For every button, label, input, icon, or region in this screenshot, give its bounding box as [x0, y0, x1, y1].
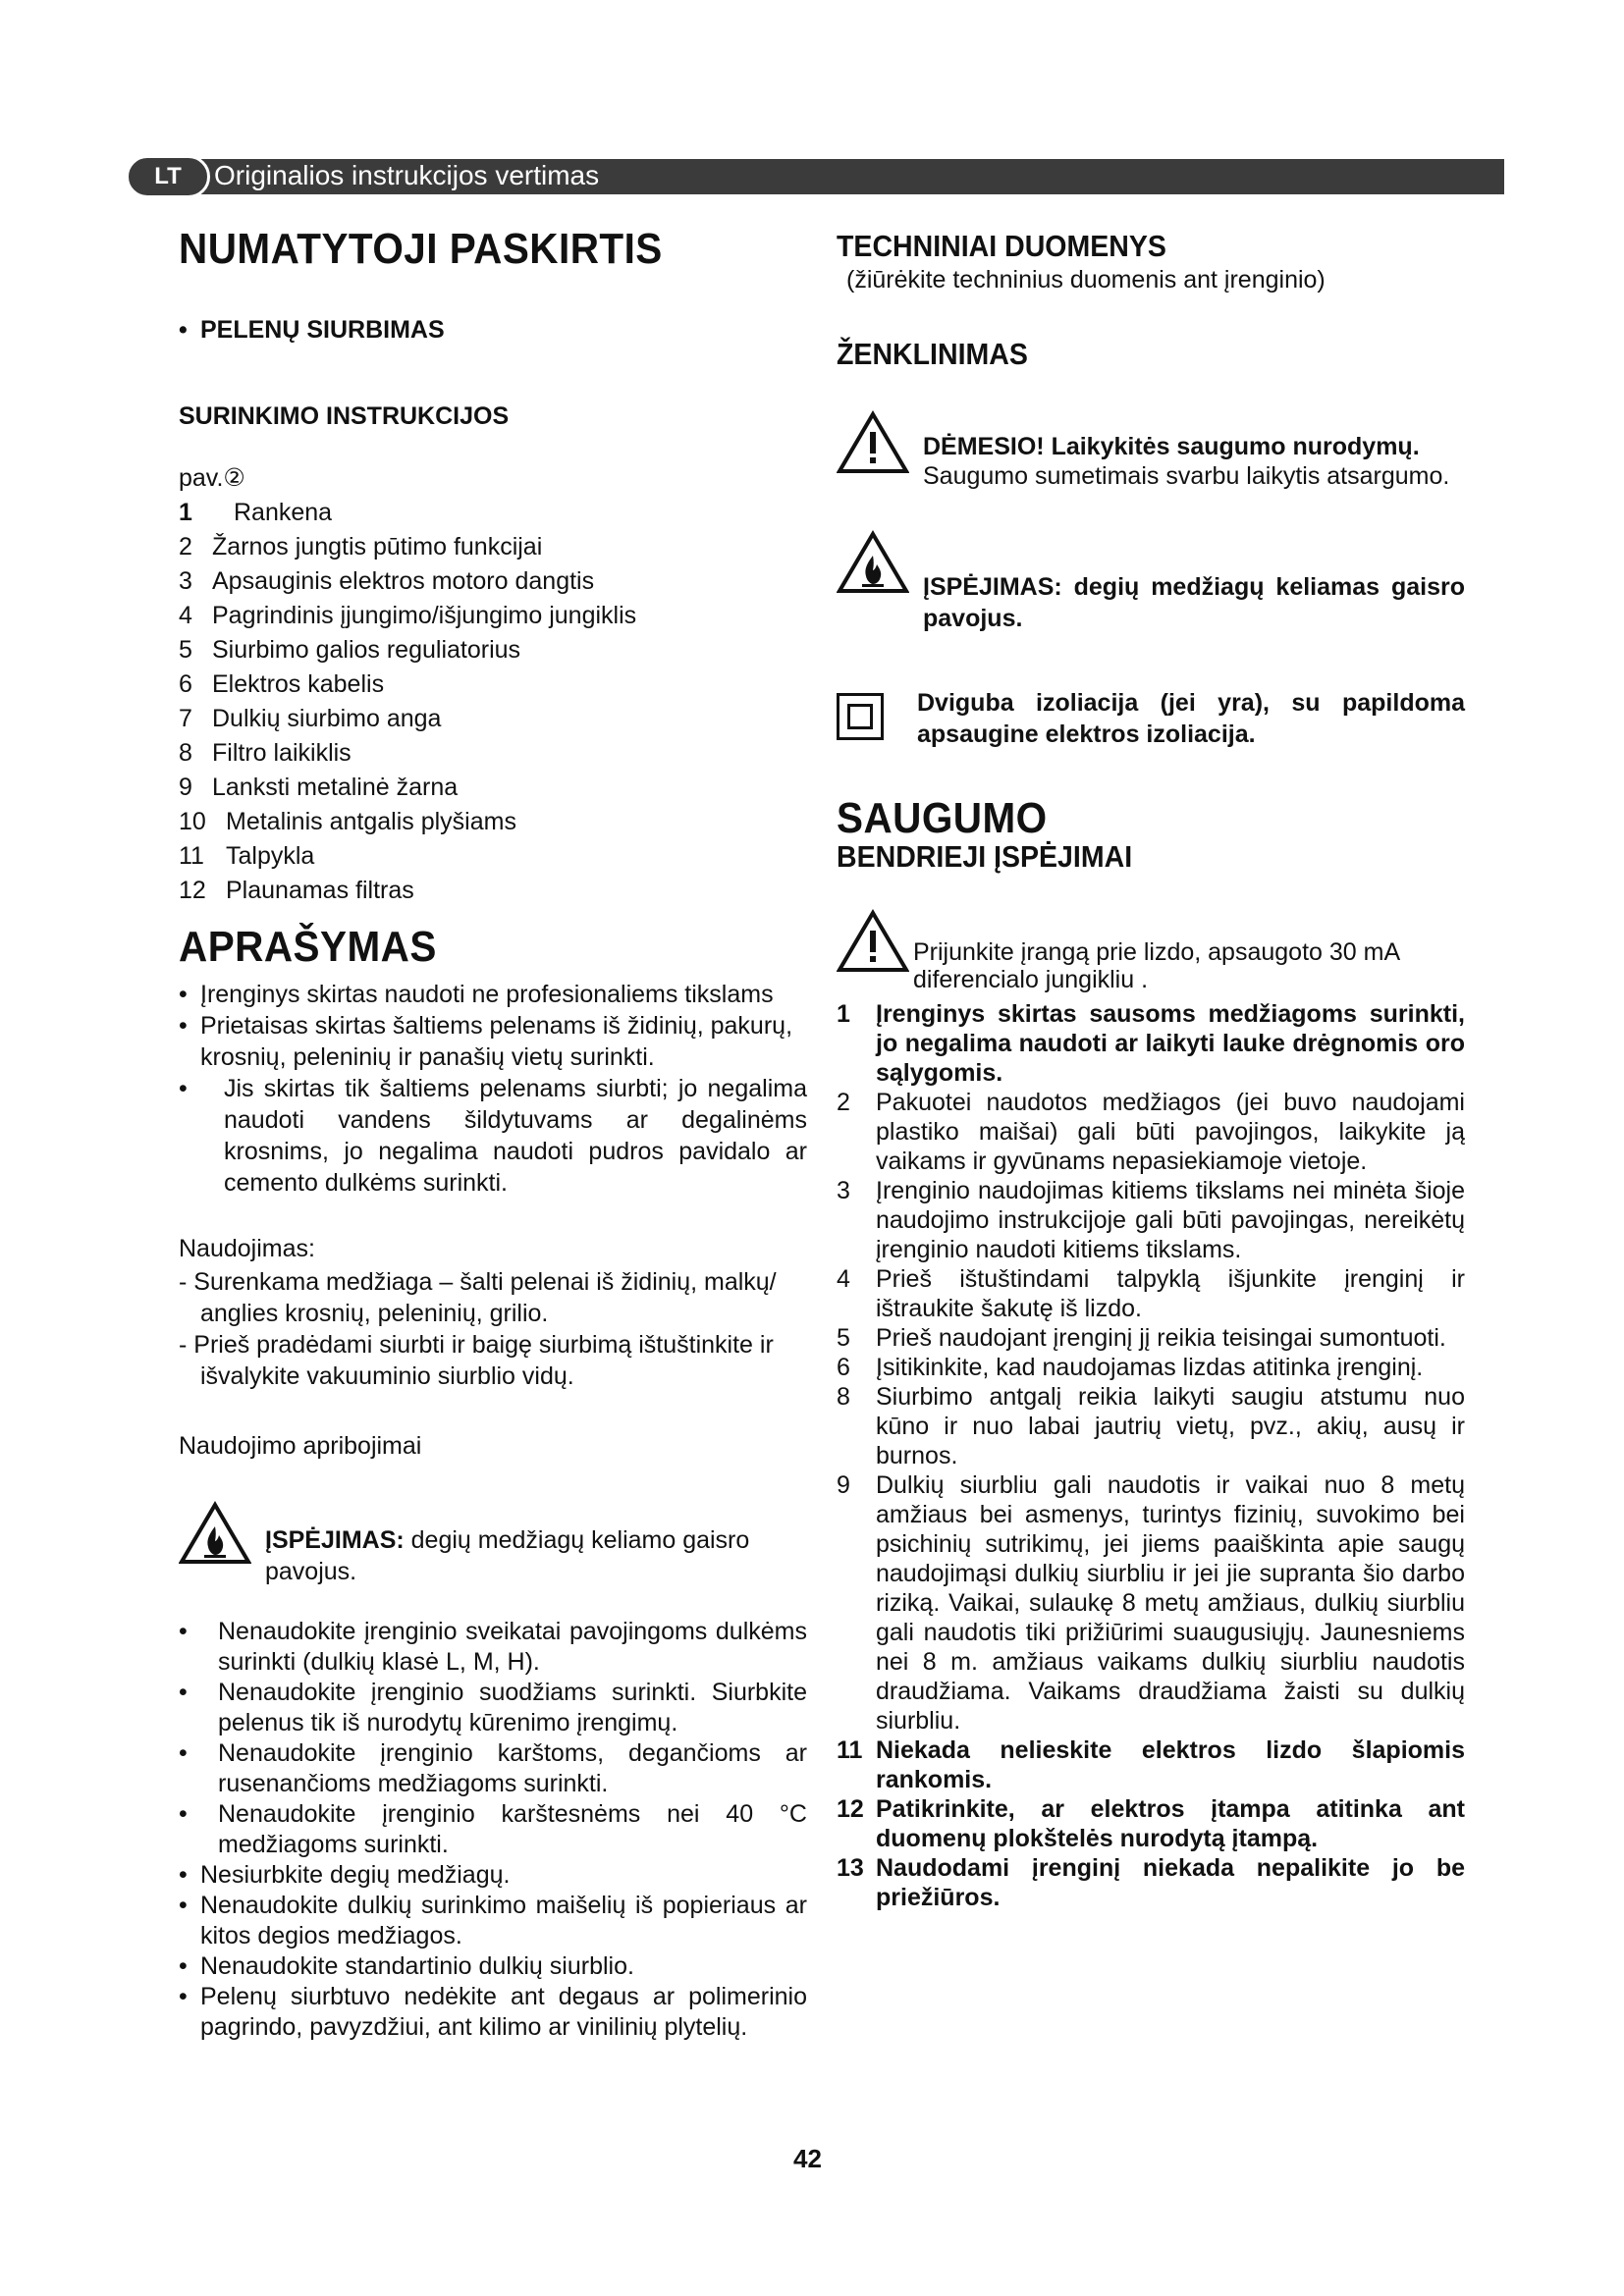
safety-item-text: Prieš ištuštindami talpyklą išjunkite įrenginį ir ištraukite šakutę iš lizdo. — [876, 1265, 1465, 1322]
usage-item: - Prieš pradėdami siurbti ir baigę siurbimą ištuštinkite ir išvalykite vakuuminio siurblio vidų. — [179, 1331, 774, 1390]
part-number: 9 — [179, 774, 192, 801]
safety-item-text: Naudodami įrenginį niekada nepalikite jo be priežiūros. — [876, 1854, 1465, 1911]
double-insulation-icon — [837, 693, 884, 740]
fire-warning-rest: degių medžiagų keliamo gaisro pavojus. — [265, 1526, 750, 1585]
tech-data-text: (žiūrėkite techninius duomenis ant įrenginio) — [846, 266, 1326, 294]
intended-use-list — [179, 314, 807, 346]
fire-warning-icon — [179, 1501, 251, 1566]
double-insulation-text: Dviguba izoliacija (jei yra), su papildoma apsaugine elektros izoliacija. — [917, 689, 1465, 748]
safety-item-text: Įsitikinkite, kad naudojamas lizdas atitinka įrenginį. — [876, 1354, 1424, 1381]
fire-warning-right — [837, 530, 1465, 634]
part-label: Lanksti metalinė žarna — [212, 774, 459, 801]
safety-item-number: 13 — [837, 1854, 864, 1882]
safety-item-text: Įrenginys skirtas sausoms medžiagoms surinkti, jo negalima naudoti ar laikyti lauke drėgnomis oro sąlygomis. — [876, 1000, 1465, 1087]
part-label: Rankena — [234, 499, 333, 526]
intended-use-title: NUMATYTOJI PASKIRTIS — [179, 225, 663, 273]
safety-item-number: 8 — [837, 1383, 850, 1411]
part-number: 12 — [179, 877, 206, 904]
parts-list-item — [179, 702, 807, 736]
safety-item-text: Patikrinkite, ar elektros įtampa atitinka ant duomenų plokštelės nurodytą įtampą. — [876, 1795, 1465, 1852]
parts-list-item — [179, 874, 807, 908]
tech-data-title: TECHNINIAI DUOMENYS — [837, 229, 1166, 263]
intended-use-item: • PELENŲ SIURBIMAS — [179, 314, 807, 346]
left-column — [179, 224, 807, 2043]
part-number: 10 — [179, 808, 206, 835]
header-title: Originalios instrukcijos vertimas — [214, 160, 600, 190]
safety-item — [837, 1794, 1465, 1853]
attention-icon — [837, 909, 909, 974]
description-item: • Prietaisas skirtas šaltiems pelenams iš židinių, pakurų, krosnių, peleninių ir panašių vietų surinkti. — [179, 1010, 807, 1073]
rcd-text: Prijunkite įrangą prie lizdo, apsaugoto 30 mA diferencialo jungikliu . — [913, 938, 1399, 993]
part-number: 8 — [179, 739, 192, 767]
limits-item: • Pelenų siurbtuvo nedėkite ant degaus ar polimerinio pagrindo, pavyzdžiui, ant kilimo ar vinilinių plytelių. — [179, 1982, 807, 2043]
parts-list-item — [179, 599, 807, 633]
figure-reference: pav.② — [179, 464, 245, 492]
parts-list-item — [179, 839, 807, 874]
safety-item — [837, 1382, 1465, 1470]
parts-list-item — [179, 633, 807, 667]
part-number: 11 — [179, 842, 204, 870]
part-number: 4 — [179, 602, 192, 629]
part-label: Plaunamas filtras — [226, 877, 414, 904]
parts-list-item — [179, 530, 807, 564]
attention-icon — [837, 410, 909, 475]
safety-item-text: Įrenginio naudojimas kitiems tikslams nei minėta šioje naudojimo instrukcijoje gali būti pavojingas, nereikėtų įrenginio naudoti kitiems tikslams. — [876, 1177, 1465, 1263]
fire-warning-text-left — [265, 1501, 807, 1587]
safety-item — [837, 1176, 1465, 1264]
part-label: Pagrindinis įjungimo/išjungimo jungiklis — [212, 602, 637, 629]
part-label: Siurbimo galios reguliatorius — [212, 636, 521, 664]
part-label: Žarnos jungtis pūtimo funkcijai — [212, 533, 543, 561]
marking-title: ŽENKLINIMAS — [837, 337, 1028, 371]
part-number: 2 — [179, 533, 192, 561]
part-label: Metalinis antgalis plyšiams — [226, 808, 516, 835]
limits-item: • Nenaudokite standartinio dulkių siurblio. — [179, 1951, 807, 1982]
attention-row — [837, 410, 1465, 491]
safety-item-text: Dulkių siurbliu gali naudotis ir vaikai nuo 8 metų amžiaus bei asmenys, turintys fizinių, suvokimo bei psichinių sutrikimų, jei jiems paaiškinta apie saugų naudojimąsi dulkių siurbliu ir jei jie supranta šio darbo riziką. Vaikai, sulaukę 8 metų amžiaus, dulkių siurbliu gali naudotis tiki prižiūrimi suaugusiųjų. Jaunesniems nei 8 m. amžiaus vaikams dulkių siurbliu naudotis draudžiama. Vaikams draudžiama žaisti su dulkių siurbliu. — [876, 1471, 1465, 1735]
safety-item-number: 11 — [837, 1736, 863, 1764]
limits-list — [179, 1617, 807, 2043]
description-list — [179, 979, 807, 1199]
parts-list-item — [179, 805, 807, 839]
limits-item: • Nenaudokite įrenginio suodžiams surinkti. Siurbkite pelenus tik iš nurodytų kūrenimo įrengimų. — [179, 1678, 807, 1738]
safety-item-number: 2 — [837, 1089, 850, 1116]
parts-list-item — [179, 667, 807, 702]
usage-item: - Surenkama medžiaga – šalti pelenai iš židinių, malkų/ anglies krosnių, peleninių, grilio. — [179, 1268, 777, 1327]
safety-item-text: Siurbimo antgalį reikia laikyti saugiu atstumu nuo kūno ir nuo labai jautrių vietų, pvz., akių, ausų ir burnos. — [876, 1383, 1465, 1469]
assembly-title: SURINKIMO INSTRUKCIJOS — [179, 402, 510, 430]
limits-item: • Nesiurbkite degių medžiagų. — [179, 1860, 807, 1891]
language-badge: LT — [126, 155, 210, 198]
safety-item — [837, 1323, 1465, 1353]
safety-item — [837, 1470, 1465, 1735]
fire-warning-icon — [837, 530, 909, 595]
safety-item-number: 4 — [837, 1265, 850, 1293]
rcd-row — [837, 909, 1465, 993]
limits-item: • Nenaudokite dulkių surinkimo maišelių iš popieriaus ar kitos degios medžiagos. — [179, 1891, 807, 1951]
parts-list-item — [179, 496, 807, 530]
safety-item-number: 12 — [837, 1795, 864, 1823]
safety-item-text: Pakuotei naudotos medžiagos (jei buvo naudojami plastiko maišai) gali būti pavojingos, laikykite ją vaikams ir gyvūnams nepasiekiamoje vietoje. — [876, 1089, 1465, 1175]
safety-item — [837, 1353, 1465, 1382]
part-label: Dulkių siurbimo anga — [212, 705, 442, 732]
safety-item-number: 5 — [837, 1324, 850, 1352]
attention-bold: DĖMESIO! Laikykitės saugumo nurodymų. — [923, 433, 1420, 460]
part-number: 7 — [179, 705, 192, 732]
limits-title: Naudojimo apribojimai — [179, 1432, 422, 1460]
limits-item: • Nenaudokite įrenginio karštoms, degančioms ar rusenančioms medžiagoms surinkti. — [179, 1738, 807, 1799]
description-item: • Jis skirtas tik šaltiems pelenams siurbti; jo negalima naudoti vandens šildytuvams ar degalinėms krosnims, jo negalima naudoti pudros pavidalo ar cemento dulkėms surinkti. — [179, 1073, 807, 1199]
part-number: 6 — [179, 670, 192, 698]
fire-warning-left — [179, 1501, 807, 1587]
double-insulation-row — [837, 687, 1465, 750]
safety-item — [837, 999, 1465, 1088]
safety-title: SAUGUMO — [837, 794, 1048, 842]
description-title: APRAŠYMAS — [179, 923, 437, 971]
safety-subtitle: BENDRIEJI ĮSPĖJIMAI — [837, 839, 1133, 874]
safety-item-number: 6 — [837, 1354, 850, 1381]
parts-list-item — [179, 736, 807, 771]
part-label: Elektros kabelis — [212, 670, 385, 698]
part-number: 5 — [179, 636, 192, 664]
parts-list-item — [179, 771, 807, 805]
part-number: 1 — [179, 499, 192, 526]
attention-text-block — [923, 410, 1449, 491]
safety-item-text: Niekada nelieskite elektros lizdo šlapiomis rankomis. — [876, 1736, 1465, 1793]
page-number: 42 — [793, 2144, 822, 2173]
safety-item-text: Prieš naudojant įrenginį jį reikia teisingai sumontuoti. — [876, 1324, 1446, 1352]
attention-text: Saugumo sumetimais svarbu laikytis atsargumo. — [923, 462, 1450, 490]
right-column — [837, 224, 1465, 1912]
part-label: Apsauginis elektros motoro dangtis — [212, 567, 595, 595]
usage-list — [179, 1266, 807, 1392]
description-item: • Įrenginys skirtas naudoti ne profesionaliems tikslams — [179, 979, 807, 1010]
part-label: Talpykla — [226, 842, 315, 870]
usage-title: Naudojimas: — [179, 1235, 315, 1262]
fire-warning-bold: ĮSPĖJIMAS: — [265, 1526, 405, 1554]
safety-item — [837, 1088, 1465, 1176]
safety-item — [837, 1735, 1465, 1794]
safety-item-number: 1 — [837, 1000, 850, 1028]
safety-item — [837, 1264, 1465, 1323]
part-label: Filtro laikiklis — [212, 739, 352, 767]
parts-list — [179, 496, 807, 908]
safety-item — [837, 1853, 1465, 1912]
limits-item: • Nenaudokite įrenginio karštesnėms nei 40 °C medžiagoms surinkti. — [179, 1799, 807, 1860]
limits-item: • Nenaudokite įrenginio sveikatai pavojingoms dulkėms surinkti (dulkių klasė L, M, H). — [179, 1617, 807, 1678]
safety-item-number: 3 — [837, 1177, 850, 1204]
safety-list — [837, 999, 1465, 1912]
fire-warning-text-right: ĮSPĖJIMAS: degių medžiagų keliamas gaisro pavojus. — [923, 573, 1465, 632]
part-number: 3 — [179, 567, 192, 595]
parts-list-item — [179, 564, 807, 599]
safety-item-number: 9 — [837, 1471, 850, 1499]
